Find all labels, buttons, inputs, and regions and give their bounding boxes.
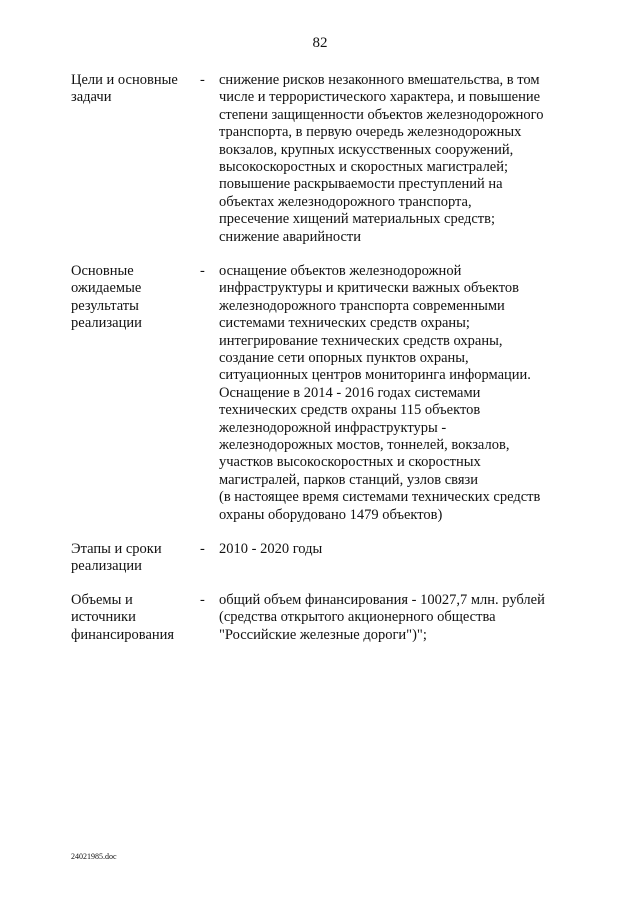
content-line: оснащение объектов железнодорожной bbox=[219, 263, 462, 279]
section-content bbox=[219, 541, 579, 558]
content-line: инфраструктуры и критически важных объектов bbox=[219, 280, 519, 297]
section-dash: - bbox=[200, 592, 205, 608]
label-line: финансирования bbox=[71, 626, 175, 643]
label-line: ожидаемые bbox=[71, 280, 142, 297]
content-line: 2010 - 2020 годы bbox=[219, 541, 323, 557]
content-line: участков высокоскоростных и скоростных bbox=[219, 454, 481, 471]
content-line: высокоскоростных и скоростных магистралей; bbox=[219, 159, 509, 176]
section-label bbox=[71, 592, 196, 644]
label-line: Основные bbox=[71, 263, 134, 279]
label-line: задачи bbox=[71, 89, 112, 106]
content-line: степени защищенности объектов железнодорожного bbox=[219, 106, 544, 123]
content-line: железнодорожных мостов, тоннелей, вокзалов, bbox=[219, 437, 510, 454]
section-content bbox=[219, 592, 579, 644]
label-line: реализации bbox=[71, 558, 142, 575]
section-dash: - bbox=[200, 541, 205, 557]
section-label bbox=[71, 72, 196, 107]
label-line: результаты bbox=[71, 297, 139, 314]
content-line: "Российские железные дороги")"; bbox=[219, 626, 427, 643]
label-line: Цели и основные bbox=[71, 72, 178, 88]
content-line: (в настоящее время системами технических средств bbox=[219, 489, 541, 506]
content-line: объектах железнодорожного транспорта, bbox=[219, 193, 472, 210]
section-content bbox=[219, 263, 579, 524]
section-dash: - bbox=[200, 72, 205, 88]
content-line: железнодорожной инфраструктуры - bbox=[219, 419, 447, 436]
content-line: интегрирование технических средств охраны, bbox=[219, 332, 503, 349]
content-line: общий объем финансирования - 10027,7 млн. рублей bbox=[219, 592, 545, 608]
section-dash: - bbox=[200, 263, 205, 279]
content-line: транспорта, в первую очередь железнодорожных bbox=[219, 124, 522, 141]
label-line: реализации bbox=[71, 315, 142, 332]
content-line: (средства открытого акционерного общества bbox=[219, 609, 496, 626]
content-line: железнодорожного транспорта современными bbox=[219, 297, 505, 314]
content-line: магистралей, парков станций, узлов связи bbox=[219, 471, 478, 488]
section-content bbox=[219, 72, 579, 246]
content-line: системами технических средств охраны; bbox=[219, 315, 470, 332]
content-line: технических средств охраны 115 объектов bbox=[219, 402, 481, 419]
content-line: снижение аварийности bbox=[219, 228, 361, 245]
section-label bbox=[71, 541, 196, 576]
file-name-footer: 24021985.doc bbox=[71, 852, 117, 861]
page-number: 82 bbox=[312, 35, 328, 51]
content-line: ситуационных центров мониторинга информации. bbox=[219, 367, 531, 384]
content-line: охраны оборудовано 1479 объектов) bbox=[219, 506, 443, 523]
content-line: создание сети опорных пунктов охраны, bbox=[219, 350, 469, 367]
content-line: пресечение хищений материальных средств; bbox=[219, 211, 495, 228]
label-line: Этапы и сроки bbox=[71, 541, 162, 557]
label-line: источники bbox=[71, 609, 136, 626]
content-line: Оснащение в 2014 - 2016 годах системами bbox=[219, 384, 481, 401]
content-line: вокзалов, крупных искусственных сооружений, bbox=[219, 141, 514, 158]
section-label bbox=[71, 263, 196, 333]
content-line: числе и террористического характера, и повышение bbox=[219, 89, 541, 106]
content-line: снижение рисков незаконного вмешательства, в том bbox=[219, 72, 540, 88]
content-line: повышение раскрываемости преступлений на bbox=[219, 176, 503, 193]
label-line: Объемы и bbox=[71, 592, 133, 608]
